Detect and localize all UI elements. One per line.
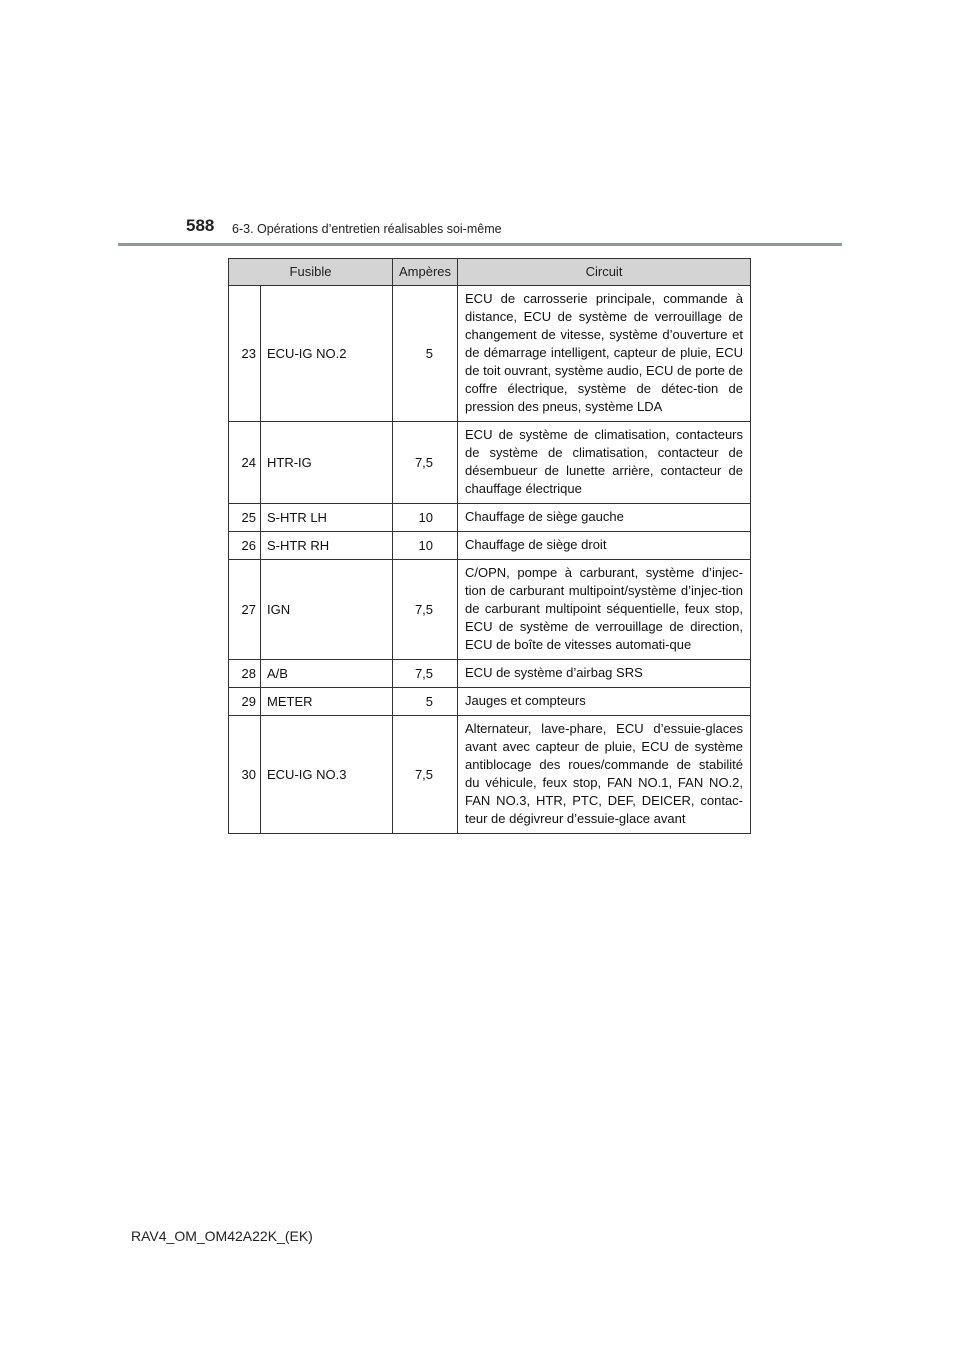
fuse-amperes: 5 — [393, 688, 458, 716]
fuse-table-body — [229, 286, 751, 834]
fuse-amperes: 7,5 — [393, 660, 458, 688]
table-row — [229, 422, 751, 504]
header-divider — [118, 243, 842, 246]
fuse-name: S-HTR LH — [261, 504, 393, 532]
fuse-number: 26 — [229, 532, 261, 560]
fuse-circuit: Alternateur, lave-phare, ECU d’essuie-glaces avant avec capteur de pluie, ECU de système antiblocage des roues/commande de stabilité du véhicule, feux stop, FAN NO.1, FAN NO.2, FAN NO.3, HTR, PTC, DEF, DEICER, contac-teur de dégivreur d’essuie-glace avant — [458, 716, 751, 834]
fuse-circuit: C/OPN, pompe à carburant, système d’injec-tion de carburant multipoint/système d’injec-tion de carburant multipoint séquentielle, feux stop, ECU de système de verrouillage de direction, ECU de boîte de vitesses automati-que — [458, 560, 751, 660]
fuse-amperes: 10 — [393, 504, 458, 532]
table-row — [229, 560, 751, 660]
table-row — [229, 532, 751, 560]
fuse-number: 29 — [229, 688, 261, 716]
fuse-amperes: 7,5 — [393, 716, 458, 834]
fuse-amperes: 7,5 — [393, 422, 458, 504]
column-header-amperes: Ampères — [393, 259, 458, 286]
fuse-name: A/B — [261, 660, 393, 688]
table-row — [229, 660, 751, 688]
fuse-number: 27 — [229, 560, 261, 660]
column-header-fusible: Fusible — [229, 259, 393, 286]
fuse-name: HTR-IG — [261, 422, 393, 504]
fuse-name: METER — [261, 688, 393, 716]
document-code: RAV4_OM_OM42A22K_(EK) — [131, 1228, 313, 1244]
fuse-table — [228, 258, 751, 834]
section-title: 6-3. Opérations d’entretien réalisables soi-même — [232, 222, 502, 236]
column-header-circuit: Circuit — [458, 259, 751, 286]
fuse-number: 24 — [229, 422, 261, 504]
fuse-number: 25 — [229, 504, 261, 532]
fuse-circuit: ECU de système d’airbag SRS — [458, 660, 751, 688]
page-number: 588 — [186, 216, 215, 235]
fuse-name: ECU-IG NO.2 — [261, 286, 393, 422]
fuse-circuit: Chauffage de siège gauche — [458, 504, 751, 532]
table-row — [229, 504, 751, 532]
fuse-number: 30 — [229, 716, 261, 834]
fuse-circuit: ECU de système de climatisation, contacteurs de système de climatisation, contacteur de désembueur de lunette arrière, contacteur de chauffage électrique — [458, 422, 751, 504]
fuse-amperes: 5 — [393, 286, 458, 422]
fuse-circuit: Chauffage de siège droit — [458, 532, 751, 560]
fuse-number: 28 — [229, 660, 261, 688]
fuse-amperes: 7,5 — [393, 560, 458, 660]
fuse-number: 23 — [229, 286, 261, 422]
fuse-circuit: Jauges et compteurs — [458, 688, 751, 716]
header-row — [229, 259, 751, 286]
table-row — [229, 716, 751, 834]
fuse-name: ECU-IG NO.3 — [261, 716, 393, 834]
table-row — [229, 688, 751, 716]
fuse-name: S-HTR RH — [261, 532, 393, 560]
fuse-amperes: 10 — [393, 532, 458, 560]
fuse-circuit: ECU de carrosserie principale, commande à distance, ECU de système de verrouillage de changement de vitesse, système d’ouverture et de démarrage intelligent, capteur de pluie, ECU de toit ouvrant, système audio, ECU de porte de coffre électrique, système de détec-tion de pression des pneus, système LDA — [458, 286, 751, 422]
table-row — [229, 286, 751, 422]
fuse-name: IGN — [261, 560, 393, 660]
fuse-table-header — [229, 259, 751, 286]
